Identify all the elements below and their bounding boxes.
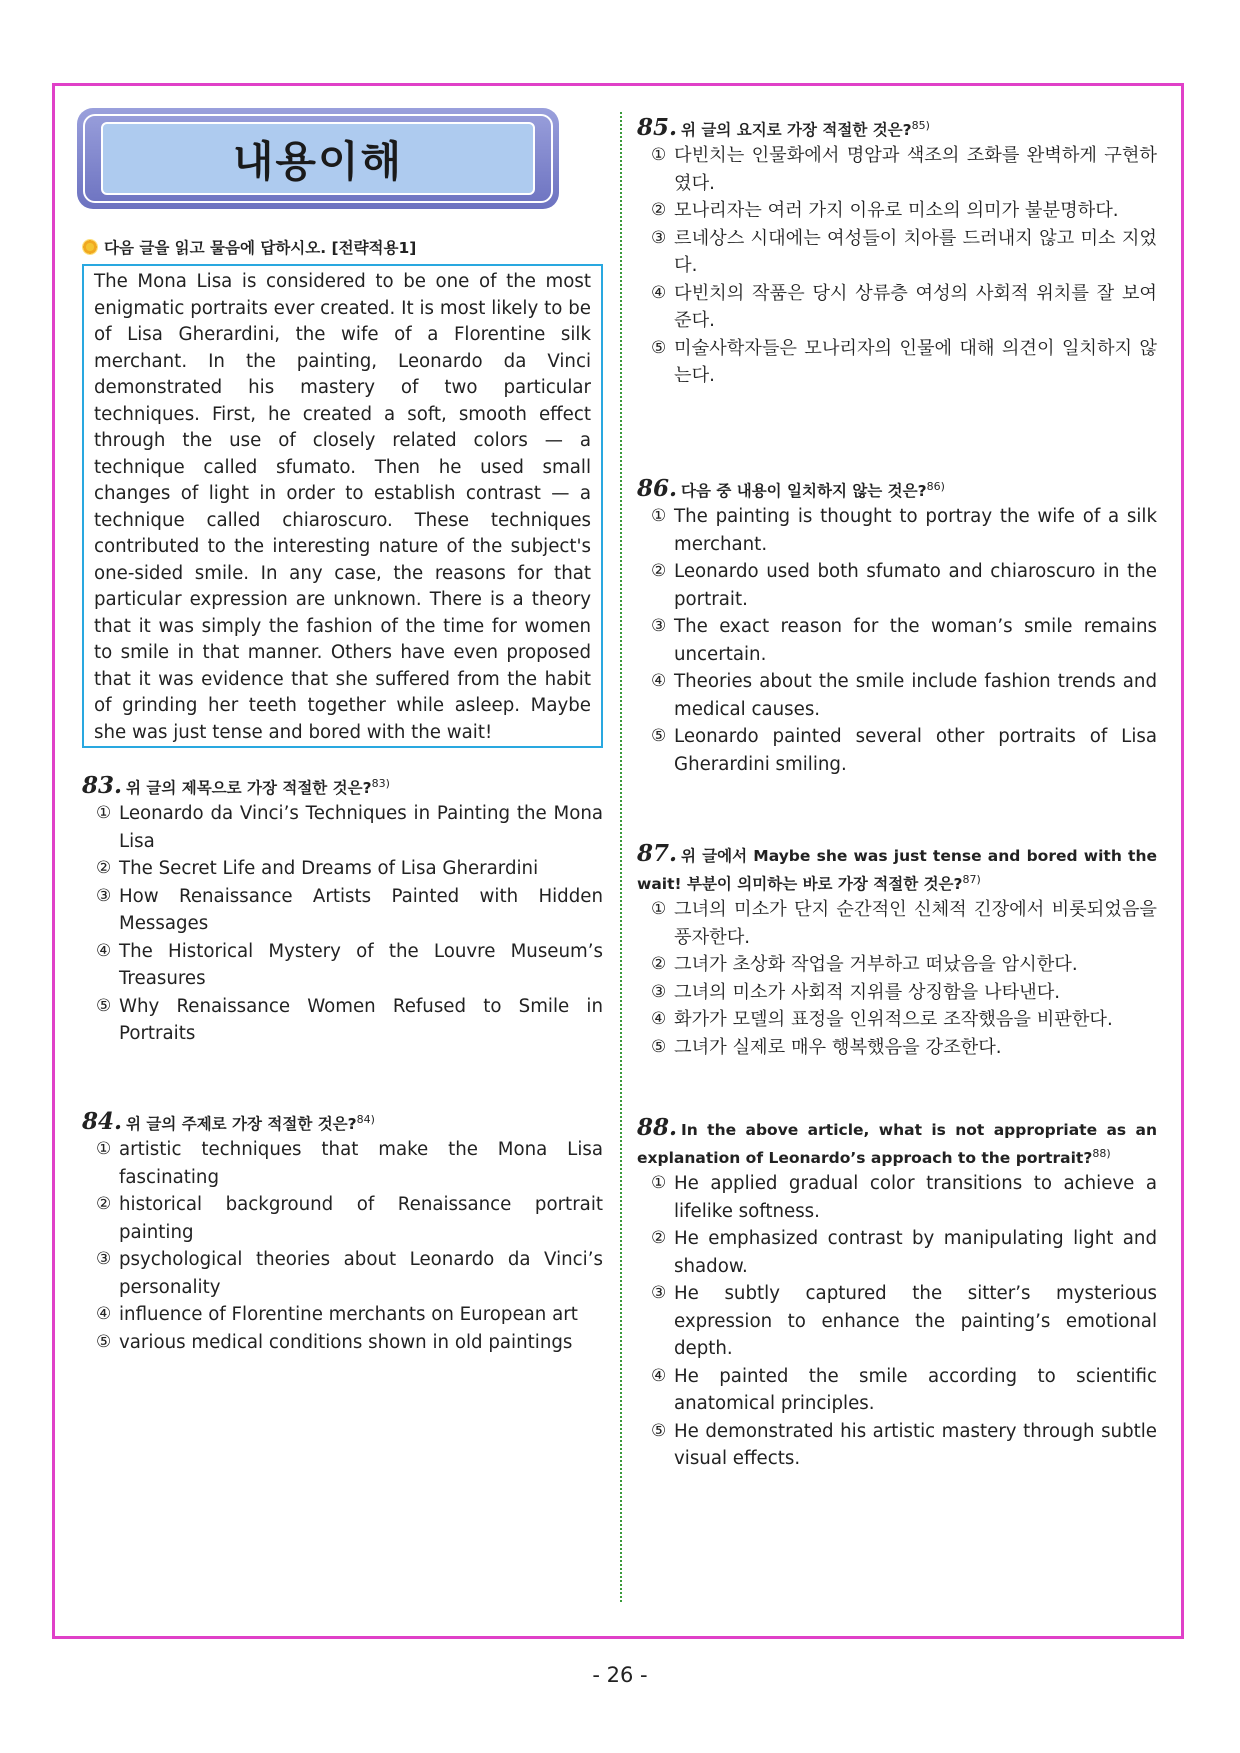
option: ① He applied gradual color transitions to achieve a lifelike softness.: [651, 1173, 1157, 1222]
option: ⑤ Why Renaissance Women Refused to Smile in Portraits: [96, 995, 603, 1045]
option: ⑤ Leonardo painted several other portraits of Lisa Gherardini smiling.: [651, 726, 1157, 775]
question-text: 위 글의 요지로 가장 적절한 것은?: [681, 121, 912, 140]
question-85: [637, 114, 1157, 390]
question-86: [637, 475, 1157, 778]
option: ⑤ He demonstrated his artistic mastery through subtle visual effects.: [651, 1420, 1157, 1470]
section-title: 내용이해: [101, 122, 535, 195]
option: ③ 그녀의 미소가 사회적 지위를 상징함을 나타낸다.: [651, 981, 1061, 1003]
option: ⑤ 미술사학자들은 모나리자의 인물에 대해 의견이 일치하지 않는다.: [651, 337, 1157, 387]
option: ③ psychological theories about Leonardo da Vinci’s personality: [96, 1249, 603, 1298]
question-83: [82, 772, 603, 1048]
question-text: 위 글의 주제로 가장 적절한 것은?: [126, 1115, 357, 1134]
question-text: 위 글의 제목으로 가장 적절한 것은?: [126, 779, 372, 798]
question-text: 위 글에서 Maybe she was just tense and bored with the wait! 부분이 의미하는 바로 가장 적절한 것은?: [637, 847, 1157, 894]
question-87: [637, 842, 1157, 1061]
instruction-text: 다음 글을 읽고 물음에 답하시오. [전략적용1]: [104, 239, 417, 257]
question-number: 87.: [637, 840, 678, 867]
option: ① 다빈치는 인물화에서 명암과 색조의 조화를 완벽하게 구현하였다.: [651, 145, 1157, 194]
option: ⑤ 그녀가 실제로 매우 행복했음을 강조한다.: [651, 1036, 1002, 1058]
page-number: - 26 -: [592, 1663, 648, 1687]
question-number: 83.: [82, 772, 123, 800]
option: ④ influence of Florentine merchants on European art: [96, 1304, 578, 1326]
question-ref: 84): [356, 1113, 375, 1126]
question-ref: 87): [962, 873, 981, 886]
option: ③ He subtly captured the sitter’s mysterious expression to enhance the painting’s emotional depth.: [651, 1283, 1157, 1360]
question-number: 84.: [82, 1108, 123, 1136]
reading-passage: The Mona Lisa is considered to be one of the most enigmatic portraits ever created. It is most likely to be of Lisa Gherardini, the wife of a Florentine silk merchant. In the painting, Leonardo da Vinci demonstrated his mastery of two particular techniques. First, he created a soft, smooth effect through the use of closely related colors — a technique called sfumato. Then he used small changes of light in order to establish contrast — a technique called chiaroscuro. These techniques contributed to the interesting nature of the subject's one-sided smile. In any case, the reasons for that particular expression are unknown. There is a theory that it was simply the fashion of the time for women to smile in that manner. Others have even proposed that it was evidence that she suffered from the habit of grinding her teeth together while asleep. Maybe she was just tense and bored with the wait!: [82, 264, 603, 748]
option: ② The Secret Life and Dreams of Lisa Gherardini: [96, 858, 539, 880]
option: ② 모나리자는 여러 가지 이유로 미소의 의미가 불분명하다.: [651, 200, 1119, 222]
option: ④ He painted the smile according to scientific anatomical principles.: [651, 1365, 1157, 1415]
option: ② historical background of Renaissance portrait painting: [96, 1194, 603, 1243]
option: ① artistic techniques that make the Mona Lisa fascinating: [96, 1139, 603, 1188]
option: ③ 르네상스 시대에는 여성들이 치아를 드러내지 않고 미소 지었다.: [651, 227, 1157, 277]
option: ① The painting is thought to portray the wife of a silk merchant.: [651, 506, 1157, 555]
question-84: [82, 1108, 603, 1356]
question-text: 다음 중 내용이 일치하지 않는 것은?: [681, 482, 927, 501]
question-ref: 88): [1092, 1147, 1111, 1160]
option: ④ The Historical Mystery of the Louvre Museum’s Treasures: [96, 940, 603, 990]
option: ② He emphasized contrast by manipulating light and shadow.: [651, 1228, 1157, 1277]
option: ④ 다빈치의 작품은 당시 상류층 여성의 사회적 위치를 잘 보여준다.: [651, 282, 1157, 332]
question-number: 85.: [637, 114, 678, 142]
option: ② Leonardo used both sfumato and chiaroscuro in the portrait.: [651, 561, 1157, 610]
question-ref: 83): [371, 777, 390, 790]
section-title-box: [77, 108, 559, 209]
instruction: [82, 236, 416, 258]
question-number: 86.: [637, 475, 678, 503]
option: ③ The exact reason for the woman’s smile remains uncertain.: [651, 616, 1157, 665]
question-88: [637, 1116, 1157, 1473]
question-ref: 85): [911, 119, 930, 132]
question-text: In the above article, what is not appropriate as an explanation of Leonardo’s approach to the portrait?: [637, 1121, 1157, 1168]
column-divider: [620, 112, 622, 1602]
option: ② 그녀가 초상화 작업을 거부하고 떠났음을 암시한다.: [651, 954, 1078, 976]
option: ④ 화가가 모델의 표정을 인위적으로 조작했음을 비판한다.: [651, 1009, 1113, 1031]
option: ④ Theories about the smile include fashion trends and medical causes.: [651, 671, 1157, 720]
option: ③ How Renaissance Artists Painted with Hidden Messages: [96, 885, 603, 935]
question-ref: 86): [926, 480, 945, 493]
option: ① Leonardo da Vinci’s Techniques in Painting the Mona Lisa: [96, 803, 603, 852]
question-number: 88.: [637, 1114, 678, 1141]
option: ⑤ various medical conditions shown in old paintings: [96, 1331, 573, 1353]
flower-icon: [82, 239, 98, 255]
option: ① 그녀의 미소가 단지 순간적인 신체적 긴장에서 비롯되었음을 풍자한다.: [651, 899, 1157, 948]
